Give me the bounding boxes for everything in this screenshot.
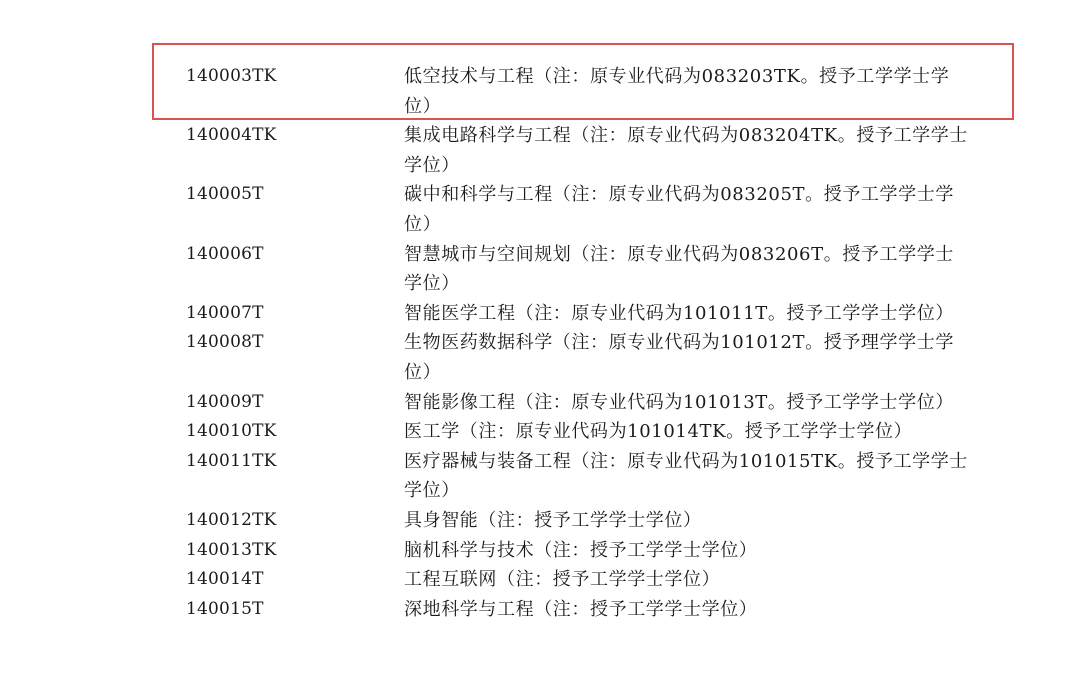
- list-item: [0, 328, 1080, 387]
- major-name: 医疗器械与装备工程（注：原专业代码为101015TK。授予工学学士学位）: [404, 450, 968, 502]
- major-code: 140005T: [186, 184, 264, 205]
- list-item: [0, 536, 1080, 566]
- major-code: 140015T: [186, 598, 264, 619]
- list-item: [0, 388, 1080, 418]
- major-name: 集成电路科学与工程（注：原专业代码为083204TK。授予工学学士学位）: [404, 125, 968, 176]
- list-item: [0, 180, 1080, 239]
- major-code: 140003TK: [186, 66, 277, 86]
- major-code: 140004TK: [186, 125, 277, 146]
- major-name: 工程互联网（注：授予工学学士学位）: [404, 569, 721, 591]
- major-code: 140007T: [186, 302, 264, 323]
- major-name: 医工学（注：原专业代码为101014TK。授予工学学士学位）: [404, 421, 913, 443]
- major-name: 低空技术与工程（注：原专业代码为083203TK。授予工学学士学位）: [404, 66, 950, 117]
- list-item: [0, 506, 1080, 536]
- major-code: 140006T: [186, 243, 264, 264]
- major-code: 140009T: [186, 391, 264, 412]
- major-name: 脑机科学与技术（注：授予工学学士学位）: [404, 539, 758, 561]
- list-item: [0, 417, 1080, 447]
- major-code: 140011TK: [186, 450, 277, 471]
- major-code: 140013TK: [186, 539, 277, 560]
- major-code: 140008T: [186, 332, 264, 353]
- major-name: 生物医药数据科学（注：原专业代码为101012T。授予理学学士学位）: [404, 332, 954, 383]
- major-name: 智能影像工程（注：原专业代码为101013T。授予工学学士学位）: [404, 391, 954, 413]
- list-item: [0, 121, 1080, 180]
- list-item: [0, 299, 1080, 329]
- list-item: [0, 447, 1080, 506]
- list-item: [0, 62, 1080, 121]
- major-code: 140012TK: [186, 509, 277, 530]
- list-item: [0, 565, 1080, 595]
- major-code: 140010TK: [186, 421, 277, 442]
- major-name: 智慧城市与空间规划（注：原专业代码为083206T。授予工学学士学位）: [404, 243, 954, 295]
- major-name: 智能医学工程（注：原专业代码为101011T。授予工学学士学位）: [404, 302, 954, 324]
- major-name: 深地科学与工程（注：授予工学学士学位）: [404, 598, 758, 620]
- major-code: 140014T: [186, 569, 264, 590]
- list-item: [0, 240, 1080, 299]
- major-name: 具身智能（注：授予工学学士学位）: [404, 509, 702, 531]
- major-name: 碳中和科学与工程（注：原专业代码为083205T。授予工学学士学位）: [404, 184, 954, 235]
- list-item: [0, 595, 1080, 625]
- major-list: [0, 62, 1080, 624]
